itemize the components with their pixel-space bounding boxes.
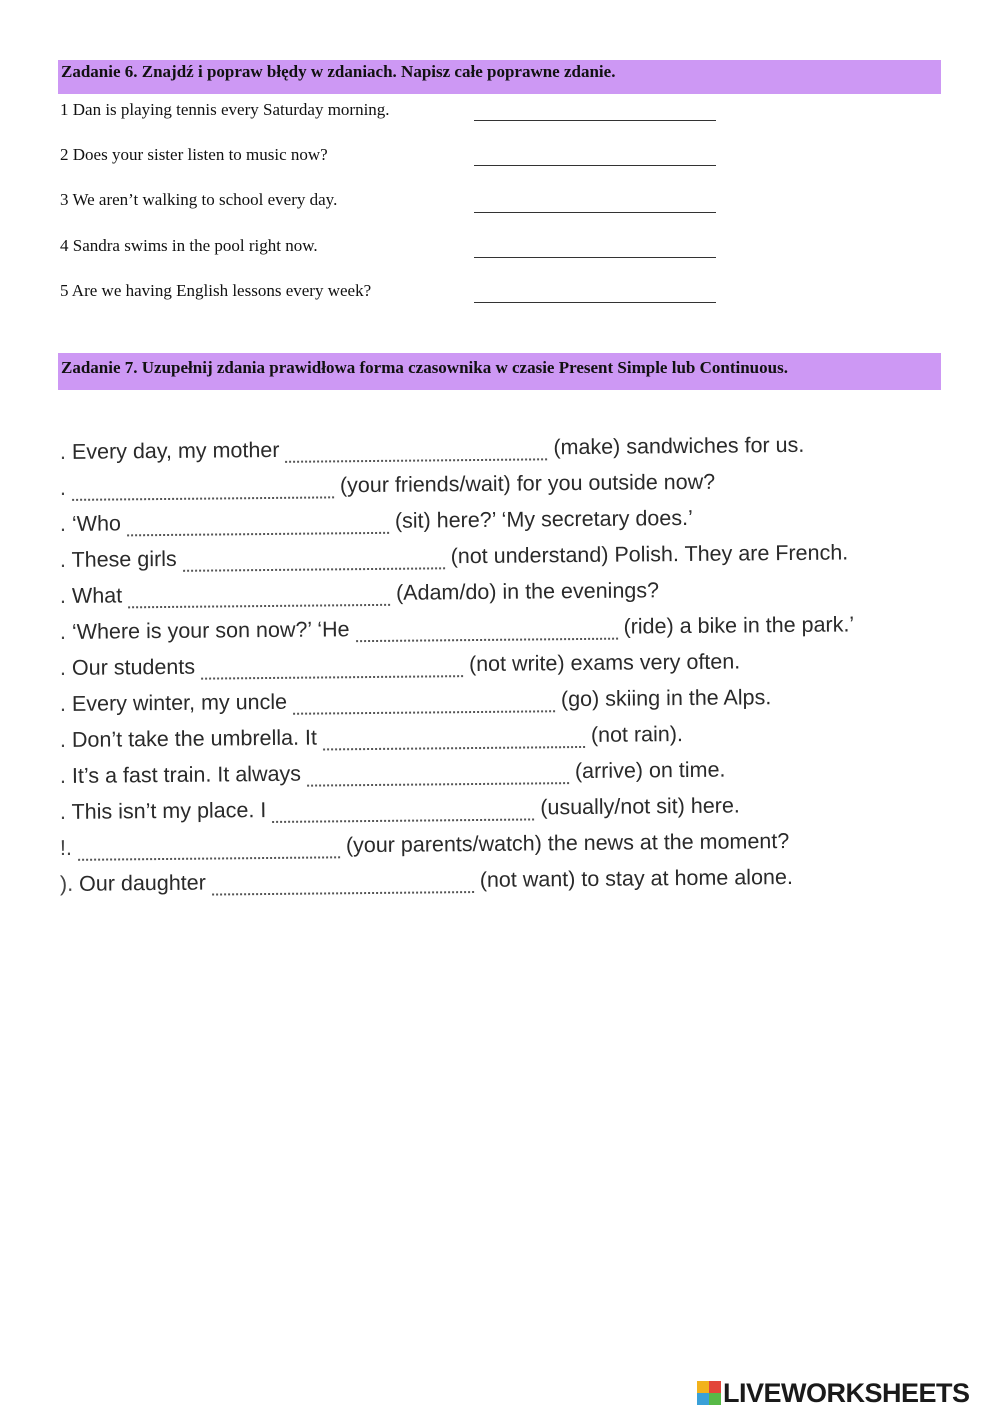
item-text-before: ‘Where is your son now?’ ‘He (71, 617, 356, 644)
task6-sentence: 3 We aren’t walking to school every day. (60, 190, 338, 209)
item-number: . (59, 511, 67, 536)
item-text-before: These girls (71, 546, 183, 572)
item-number: . (59, 547, 67, 572)
item-text-after: (not understand) Polish. They are French. (444, 540, 849, 569)
item-text-before: What (71, 583, 129, 608)
task6-answer-line[interactable] (474, 165, 716, 166)
item-number: ). (59, 871, 74, 896)
item-text-after: (Adam/do) in the evenings? (389, 578, 660, 605)
item-text-after: (your friends/wait) for you outside now? (333, 469, 716, 498)
item-number: . (59, 763, 67, 788)
task6-sentence: 1 Dan is playing tennis every Saturday morning. (60, 100, 390, 119)
task6-sentence: 4 Sandra swims in the pool right now. (60, 236, 318, 255)
item-number: . (59, 439, 67, 464)
logo-text: LIVEWORKSHEETS (723, 1377, 970, 1408)
item-number: . (59, 799, 67, 824)
task6-sentence: 5 Are we having English lessons every week? (60, 281, 372, 300)
task6-answer-line[interactable] (474, 120, 716, 121)
item-text-after: (sit) here?’ ‘My secretary does.’ (388, 505, 693, 533)
answer-blank[interactable] (128, 583, 390, 608)
task7-item (60, 863, 960, 897)
answer-blank[interactable] (183, 547, 445, 572)
answer-blank[interactable] (127, 511, 389, 536)
item-text-before: Our daughter (79, 870, 212, 896)
item-text-before: Every winter, my uncle (71, 689, 294, 716)
answer-blank[interactable] (285, 438, 547, 463)
task7-item (60, 503, 960, 537)
task7-item (60, 827, 960, 861)
answer-blank[interactable] (212, 871, 474, 896)
item-number: !. (59, 835, 73, 860)
item-text-after: (not write) exams very often. (462, 649, 741, 677)
answer-blank[interactable] (272, 798, 534, 823)
task6-title: Zadanie 6. Znajdź i popraw błędy w zdaniach. Napisz całe poprawne zdanie. (58, 60, 941, 94)
task7-item (60, 611, 960, 645)
item-text-after: (make) sandwiches for us. (547, 432, 805, 460)
item-text-after: (your parents/watch) the news at the moment? (339, 829, 790, 858)
item-text-before: This isn’t my place. I (71, 797, 273, 824)
task6-answer-line[interactable] (474, 257, 716, 258)
answer-blank[interactable] (72, 476, 334, 501)
task7-item (60, 539, 960, 573)
task7-item (60, 647, 960, 681)
task7-item (60, 467, 960, 501)
item-number: . (59, 655, 67, 680)
item-text-after: (ride) a bike in the park.’ (617, 612, 855, 639)
task7-item (60, 719, 960, 753)
item-text-after: (usually/not sit) here. (534, 793, 740, 820)
task6-answer-line[interactable] (474, 302, 716, 303)
item-number: . (59, 619, 67, 644)
item-number: . (59, 727, 67, 752)
item-text-before: Every day, my mother (71, 437, 286, 464)
task7-item (60, 575, 960, 609)
task6-sentence: 2 Does your sister listen to music now? (60, 145, 328, 164)
item-text-after: (not rain). (584, 722, 684, 747)
task7-item (60, 683, 960, 717)
item-text-after: (not want) to stay at home alone. (473, 864, 793, 893)
task7-item (60, 431, 960, 465)
task6-answer-line[interactable] (474, 212, 716, 213)
item-text-before: Don’t take the umbrella. It (71, 725, 324, 752)
item-number: . (59, 691, 67, 716)
item-text-after: (arrive) on time. (568, 757, 726, 784)
answer-blank[interactable] (201, 655, 463, 680)
answer-blank[interactable] (293, 690, 555, 715)
answer-blank[interactable] (307, 762, 569, 787)
item-text-before: ‘Who (71, 511, 128, 536)
task7-item (60, 755, 960, 789)
answer-blank[interactable] (323, 725, 585, 750)
item-number: . (59, 583, 67, 608)
liveworksheets-logo-icon (697, 1381, 721, 1405)
item-text-before: It’s a fast train. It always (71, 761, 308, 788)
answer-blank[interactable] (355, 617, 617, 642)
task7-title: Zadanie 7. Uzupełnij zdania prawidłowa forma czasownika w czasie Present Simple lub Continuous. (58, 353, 941, 390)
item-text-after: (go) skiing in the Alps. (554, 685, 772, 712)
item-number: . (59, 475, 67, 500)
answer-blank[interactable] (78, 836, 340, 861)
item-text-before: Our students (71, 654, 202, 680)
task7-item (60, 791, 960, 825)
liveworksheets-logo[interactable] (697, 1377, 970, 1408)
